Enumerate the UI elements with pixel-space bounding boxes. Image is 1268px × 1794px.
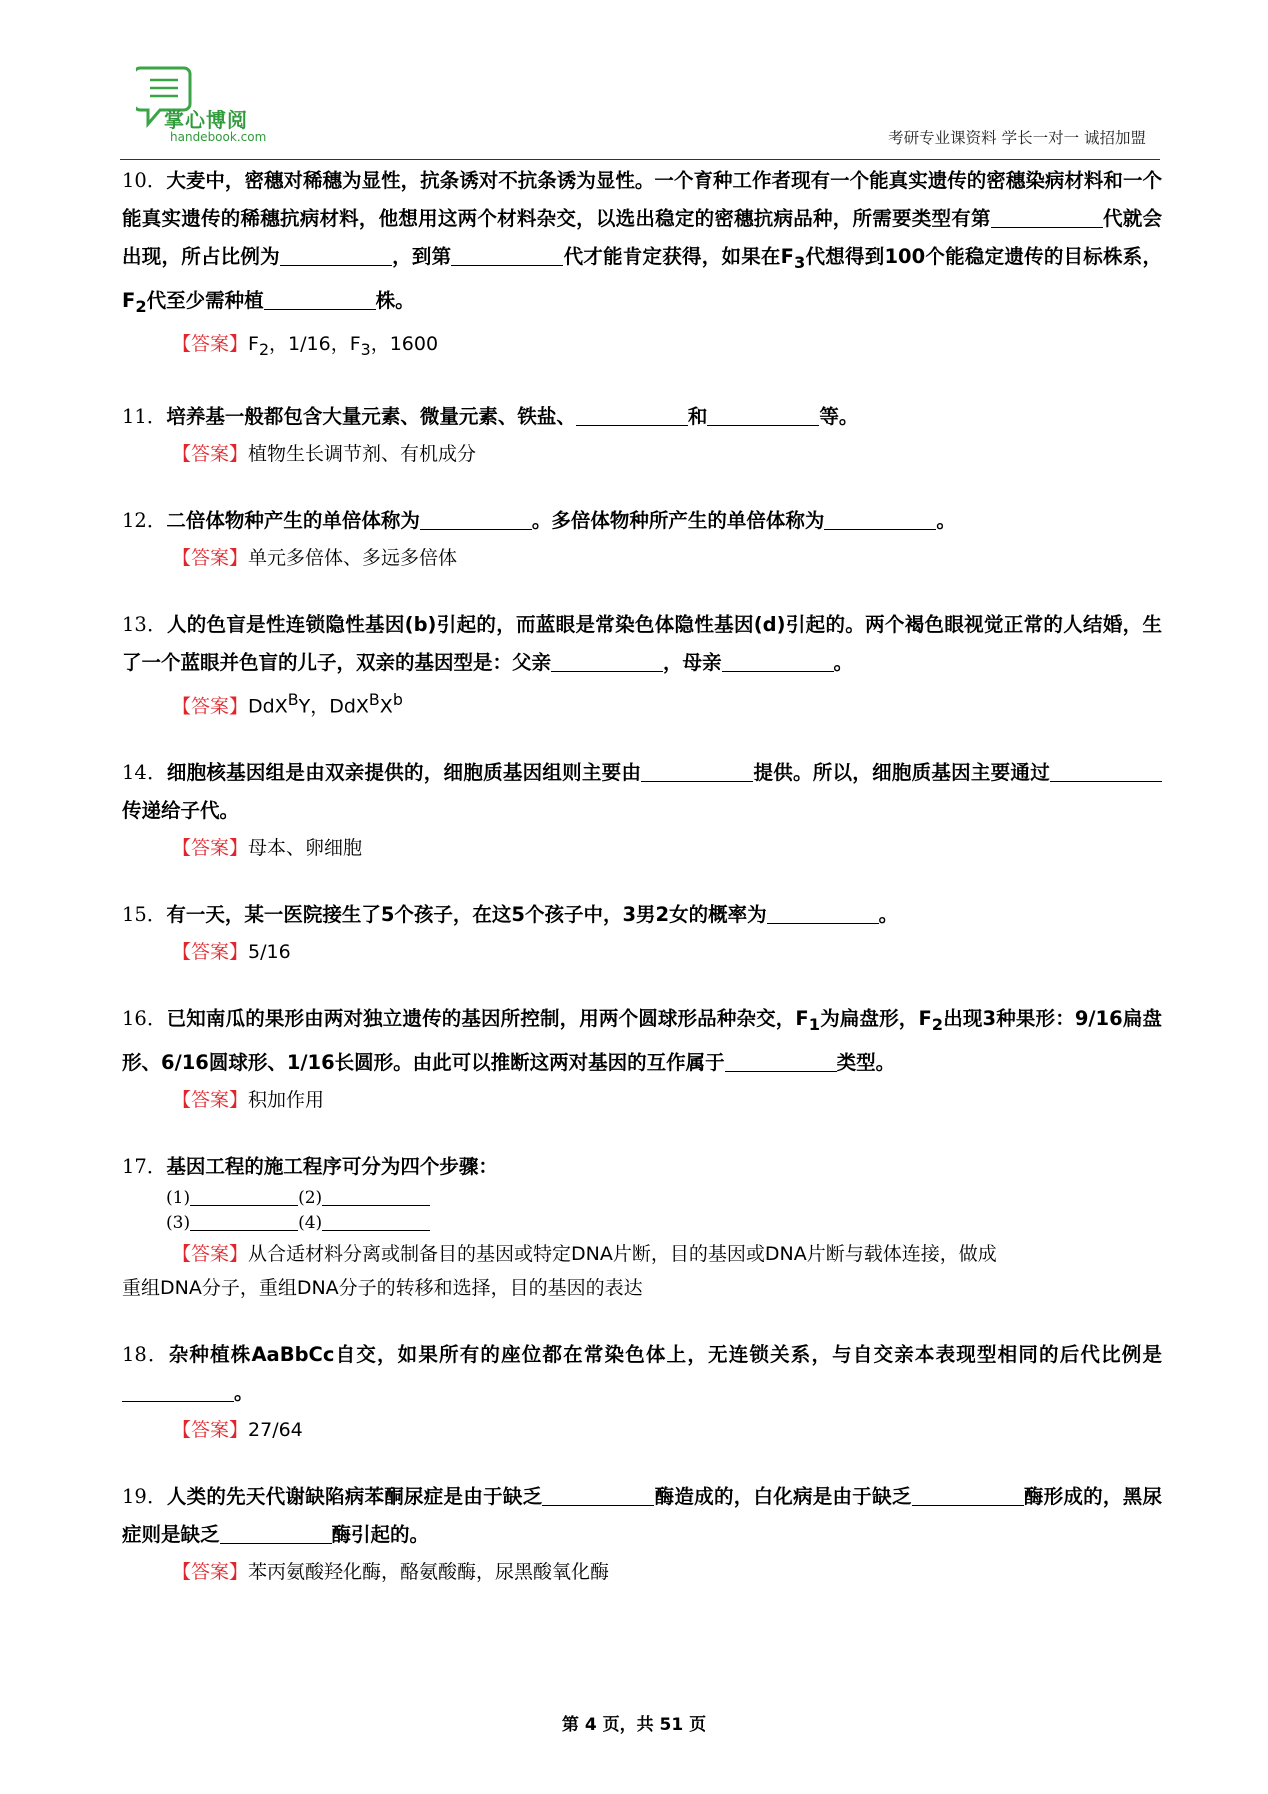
answer-11: 【答案】植物生长调节剂、有机成分 xyxy=(172,442,477,465)
question-19: 19．人类的先天代谢缺陷病苯酮尿症是由于缺乏 酶造成的，白化病是由于缺乏 酶形成的，黑尿症则是缺乏 酶引起的。 xyxy=(122,1484,1162,1546)
answer-blank xyxy=(641,759,753,782)
answer-tag: 【答案】 xyxy=(172,546,249,569)
question-14: 14．细胞核基因组是由双亲提供的，细胞质基因组则主要由 提供。所以，细胞质基因主要通过传递给子代。 xyxy=(122,754,1162,830)
logo-text: 掌心博阅 xyxy=(164,108,248,132)
answer-blank xyxy=(725,1049,837,1072)
answer-blank xyxy=(767,901,879,924)
answer-tag: 【答案】 xyxy=(172,940,249,963)
question-number: 14． xyxy=(122,760,167,784)
answer-blank xyxy=(190,1187,298,1206)
question-17: 17．基因工程的施工程序可分为四个步骤： xyxy=(122,1154,498,1178)
answer-blank xyxy=(991,205,1103,228)
header-tagline: 考研专业课资料 学长一对一 诚招加盟 xyxy=(888,129,1146,147)
answer-17-continued: 重组DNA分子，重组DNA分子的转移和选择，目的基因的表达 xyxy=(122,1276,643,1299)
answer-blank xyxy=(551,649,663,672)
answer-15: 【答案】5/16 xyxy=(172,940,291,963)
question-number: 18． xyxy=(122,1342,169,1366)
answer-blank xyxy=(451,243,563,266)
answer-blank xyxy=(220,1521,332,1544)
question-13: 13．人的色盲是性连锁隐性基因(b)引起的，而蓝眼是常染色体隐性基因(d)引起的。两个褐色眼视觉正常的人结婚，生了一个蓝眼并色盲的儿子，双亲的基因型是：父亲 ，母亲 。 xyxy=(122,612,1162,674)
answer-10: 【答案】$F_2$，1/16，$F_3$，1600 xyxy=(172,332,439,359)
answer-tag: 【答案】 xyxy=(172,442,249,465)
header-divider xyxy=(120,159,1160,160)
question-15: 15．有一天，某一医院接生了5个孩子，在这5个孩子中，3男2女的概率为 。 xyxy=(122,902,899,926)
question-number: 15． xyxy=(122,902,167,926)
logo-url: handebook.com xyxy=(170,130,267,144)
page-header xyxy=(120,58,1160,158)
answer-17: 【答案】从合适材料分离或制备目的基因或特定DNA片断，目的基因或DNA片断与载体连接，做成 xyxy=(172,1242,997,1265)
answer-blank xyxy=(190,1212,298,1231)
answer-blank xyxy=(722,649,834,672)
answer-tag: 【答案】 xyxy=(172,836,249,859)
answer-blank xyxy=(542,1483,654,1506)
answer-tag: 【答案】 xyxy=(172,1418,249,1441)
question-10: 10．大麦中，密穗对稀穗为显性，抗条诱对不抗条诱为显性。一个育种工作者现有一个能真实遗传的密穗染病材料和一个能真实遗传的稀穗抗病材料，他想用这两个材料杂交，以选出稳定的密穗抗病品种，所需要类型有第 代就会出现，所占比例为 ，到第 代才能肯定获得，如果在$F_3$代想得到100个能稳定遗传的目标株系，$F_2$代至少需种植 株。 xyxy=(122,169,1162,316)
answer-16: 【答案】积加作用 xyxy=(172,1088,325,1111)
question-number: 13． xyxy=(122,612,167,636)
answer-13: 【答案】DdX$^B$Y，$DdX^BX^b$ xyxy=(172,689,403,717)
answer-blank xyxy=(420,507,532,530)
question-16: 16．已知南瓜的果形由两对独立遗传的基因所控制，用两个圆球形品种杂交，$F_1$为扁盘形，$F_2$出现3种果形：9/16扁盘形、6/16圆球形、1/16长圆形。由此可以推断这两对基因的互作属于 类型。 xyxy=(122,1006,1162,1074)
question-number: 17． xyxy=(122,1154,167,1178)
answer-19: 【答案】苯丙氨酸羟化酶，酪氨酸酶，尿黑酸氧化酶 xyxy=(172,1560,610,1583)
answer-blank xyxy=(1050,759,1162,782)
answer-blank xyxy=(576,403,688,426)
answer-tag: 【答案】 xyxy=(172,1560,249,1583)
question-number: 10． xyxy=(122,169,167,192)
question-number: 12． xyxy=(122,508,167,532)
question-list xyxy=(122,162,1162,1590)
answer-18: 【答案】27/64 xyxy=(172,1418,303,1441)
answer-blank xyxy=(122,1379,234,1402)
question-12: 12．二倍体物种产生的单倍体称为 。多倍体物种所产生的单倍体称为 。 xyxy=(122,508,956,532)
question-number: 19． xyxy=(122,1484,167,1508)
question-number: 11． xyxy=(122,404,167,428)
answer-tag: 【答案】 xyxy=(172,694,249,717)
page-number: 第 4 页，共 51 页 xyxy=(561,1715,707,1735)
answer-blank xyxy=(824,507,936,530)
answer-blank xyxy=(322,1212,430,1231)
answer-blank xyxy=(912,1483,1024,1506)
step-blanks-row: (3) (4) xyxy=(122,1211,1162,1236)
question-18: 18．杂种植株AaBbCc自交，如果所有的座位都在常染色体上，无连锁关系，与自交亲本表现型相同的后代比例是。 xyxy=(122,1342,1162,1404)
step-blanks-row: (1) (2) xyxy=(122,1186,1162,1211)
answer-12: 【答案】单元多倍体、多远多倍体 xyxy=(172,546,458,569)
answer-blank xyxy=(264,287,376,310)
answer-tag: 【答案】 xyxy=(172,332,249,355)
answer-blank xyxy=(322,1187,430,1206)
question-11: 11．培养基一般都包含大量元素、微量元素、铁盐、 和 等。 xyxy=(122,404,859,428)
answer-blank xyxy=(707,403,819,426)
answer-tag: 【答案】 xyxy=(172,1242,249,1265)
answer-14: 【答案】母本、卵细胞 xyxy=(172,836,363,859)
answer-tag: 【答案】 xyxy=(172,1088,249,1111)
answer-blank xyxy=(280,243,392,266)
question-number: 16． xyxy=(122,1006,167,1030)
